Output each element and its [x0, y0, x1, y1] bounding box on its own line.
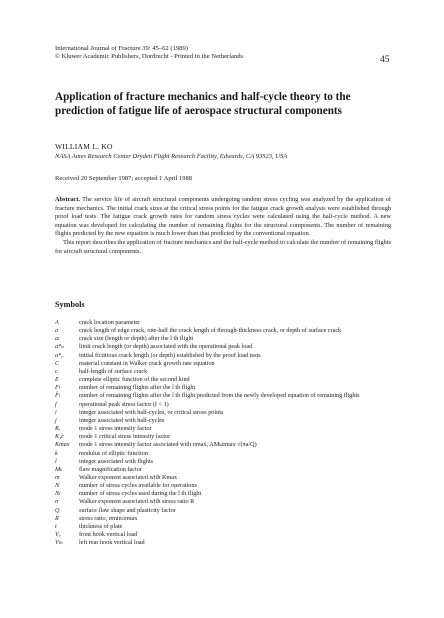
- publisher-line: © Kluwer Academic Publishers, Dordrecht - Printed in the Netherlands: [55, 53, 244, 61]
- journal-citation: International Journal of Fracture 39: 45–62 (1989): [55, 45, 188, 52]
- symbol: Q: [55, 506, 60, 514]
- symbol-definition: Walker exponent associated with stress ratio R: [79, 498, 195, 506]
- symbol-definition: stress ratio, σmin/σmax: [79, 514, 138, 522]
- abstract-text-1: The service life of aircraft structural components undergoing random stress cycling was analyzed by the application of fracture mechanics. The initial crack sizes at the critical stress points for the fatigue crack growth analysis were established through proof load tests. The fatigue crack growth rates for random stress cycles were calculated using the half-cycle method. A new equation was developed for calculating the number of remaining flights for the structural components. The number of remaining flights predicted by the new equation is much lower than that predicted by the conventional equation.: [55, 196, 391, 238]
- symbol-definition: left rear hook vertical load: [79, 539, 145, 547]
- symbol-definition: flaw magnification factor: [79, 465, 142, 473]
- symbol-definition: integer associated with half-cycles: [79, 416, 165, 424]
- symbol-definition: number of remaining flights after the l th flight predicted from the newly developed equation of remaining flights: [79, 392, 360, 400]
- symbol-definition: crack location parameter: [79, 319, 141, 326]
- symbol-row: [55, 384, 395, 392]
- symbol-definition: mode 1 stress intensity factor: [79, 425, 152, 433]
- symbol-definition: complete elliptic function of the second kind: [79, 376, 190, 384]
- symbol: C: [55, 359, 60, 367]
- symbol: c: [55, 367, 58, 375]
- symbol-row: [55, 539, 395, 547]
- symbol-row: [55, 335, 395, 343]
- symbol: A: [55, 319, 59, 326]
- page-number: 45: [380, 55, 390, 65]
- symbol: Vₗₕ: [55, 539, 63, 547]
- symbol-definition: thickness of plate: [79, 522, 123, 530]
- symbol-row: [55, 441, 395, 449]
- symbol-row: [55, 531, 395, 539]
- symbol-row: [55, 523, 395, 531]
- symbol-definition: modulus of elliptic function: [79, 449, 148, 457]
- symbol-definition: crack length of edge crack, one-half the crack length of through-thickness crack, or depth of surface crack: [79, 327, 342, 335]
- author-affiliation: NASA Ames Research Center Dryden Flight Research Facility, Edwards, CA 93523, USA: [55, 153, 288, 160]
- symbol-row: [55, 425, 395, 433]
- symbol: Kᵢ: [55, 425, 61, 433]
- symbol: Nₗ: [55, 490, 61, 498]
- symbol-row: [55, 417, 395, 425]
- abstract-paragraph-2: This report describes the application of fracture mechanics and the half-cycle method to calculate the number of remaining flights for aircraft structural components.: [55, 238, 391, 255]
- symbol-row: [55, 458, 395, 466]
- symbol: E: [55, 376, 59, 384]
- symbol-row: [55, 319, 395, 327]
- symbol: K₁c: [55, 433, 65, 441]
- symbol-row: [55, 490, 395, 498]
- symbol-definition: number of remaining flights after the l th flight: [79, 384, 196, 392]
- symbol-row: [55, 507, 395, 515]
- symbol-row: [55, 450, 395, 458]
- symbol: i: [55, 408, 57, 416]
- symbol-row: [55, 474, 395, 482]
- symbol-row: [55, 392, 395, 400]
- symbol: m: [55, 473, 60, 481]
- abstract: [55, 196, 391, 256]
- symbol: a*ₚ: [55, 343, 64, 351]
- symbol-definition: integer associated with half-cycles, or critical stress points: [79, 408, 224, 416]
- symbol-row: [55, 327, 395, 335]
- symbol-row: [55, 376, 395, 384]
- symbol-definition: integer associated with flights: [79, 457, 154, 465]
- symbol-row: [55, 368, 395, 376]
- abstract-paragraph-1: [55, 196, 391, 239]
- symbols-list: [55, 319, 395, 547]
- symbol-row: [55, 466, 395, 474]
- symbol: Kmax: [55, 441, 70, 449]
- author-name: WILLIAM L. KO: [55, 142, 113, 151]
- symbol-definition: mode 1 critical stress intensity factor: [79, 433, 171, 441]
- symbol-definition: material constant in Walker crack growth rate equation: [79, 359, 215, 367]
- symbol-definition: surface flaw shape and plasticity factor: [79, 506, 176, 514]
- symbol: l: [55, 457, 57, 465]
- symbol: Vₐ: [55, 531, 61, 539]
- symbol-row: [55, 482, 395, 490]
- symbol-row: [55, 343, 395, 351]
- symbol-definition: Walker exponent associated with Kmax: [79, 473, 178, 481]
- symbol: R: [55, 514, 59, 522]
- symbol: n: [55, 498, 59, 506]
- symbol-row: [55, 498, 395, 506]
- symbol: t: [55, 522, 57, 530]
- symbol-definition: number of stress cycles available for operations: [79, 482, 197, 490]
- symbol-definition: operational peak stress factor (f < 1): [79, 400, 169, 408]
- article-title: Application of fracture mechanics and half-cycle theory to the prediction of fatigue life of aerospace structural components: [55, 91, 351, 117]
- symbol-row: [55, 401, 395, 409]
- symbol: aₗ: [55, 335, 60, 343]
- symbol-row: [55, 409, 395, 417]
- symbol-definition: mode 1 stress intensity factor associated with σmax, AMₖσmax √(πa/Q): [79, 441, 257, 449]
- symbol-row: [55, 360, 395, 368]
- symbol: N: [55, 482, 60, 490]
- symbol-row: [55, 515, 395, 523]
- symbol: f: [55, 400, 57, 408]
- received-dates: Received 20 September 1987; accepted 1 April 1988: [55, 175, 193, 182]
- symbol: Fₗ: [55, 384, 61, 392]
- symbol-definition: front hook vertical load: [79, 531, 138, 539]
- abstract-label: Abstract.: [55, 196, 81, 203]
- symbol: F̂ₗ: [55, 392, 61, 400]
- symbol: a*ₒ: [55, 351, 63, 359]
- symbol-row: [55, 433, 395, 441]
- symbol-definition: crack size (length or depth) after the l th flight: [79, 335, 194, 343]
- symbol: Mₖ: [55, 465, 63, 473]
- symbol-definition: limit crack length (or depth) associated with the operational peak load: [79, 343, 253, 351]
- symbol-definition: half-length of surface crack: [79, 367, 148, 375]
- symbol: a: [55, 327, 59, 335]
- symbol: j: [55, 416, 57, 424]
- symbol: k: [55, 449, 58, 457]
- journal-header: [55, 45, 390, 62]
- symbols-heading: Symbols: [55, 300, 85, 309]
- symbol-row: [55, 352, 395, 360]
- symbol-definition: number of stress cycles used during the l th flight: [79, 490, 202, 498]
- symbol-definition: initial fictitious crack length (or depth) established by the proof load tests: [79, 351, 261, 359]
